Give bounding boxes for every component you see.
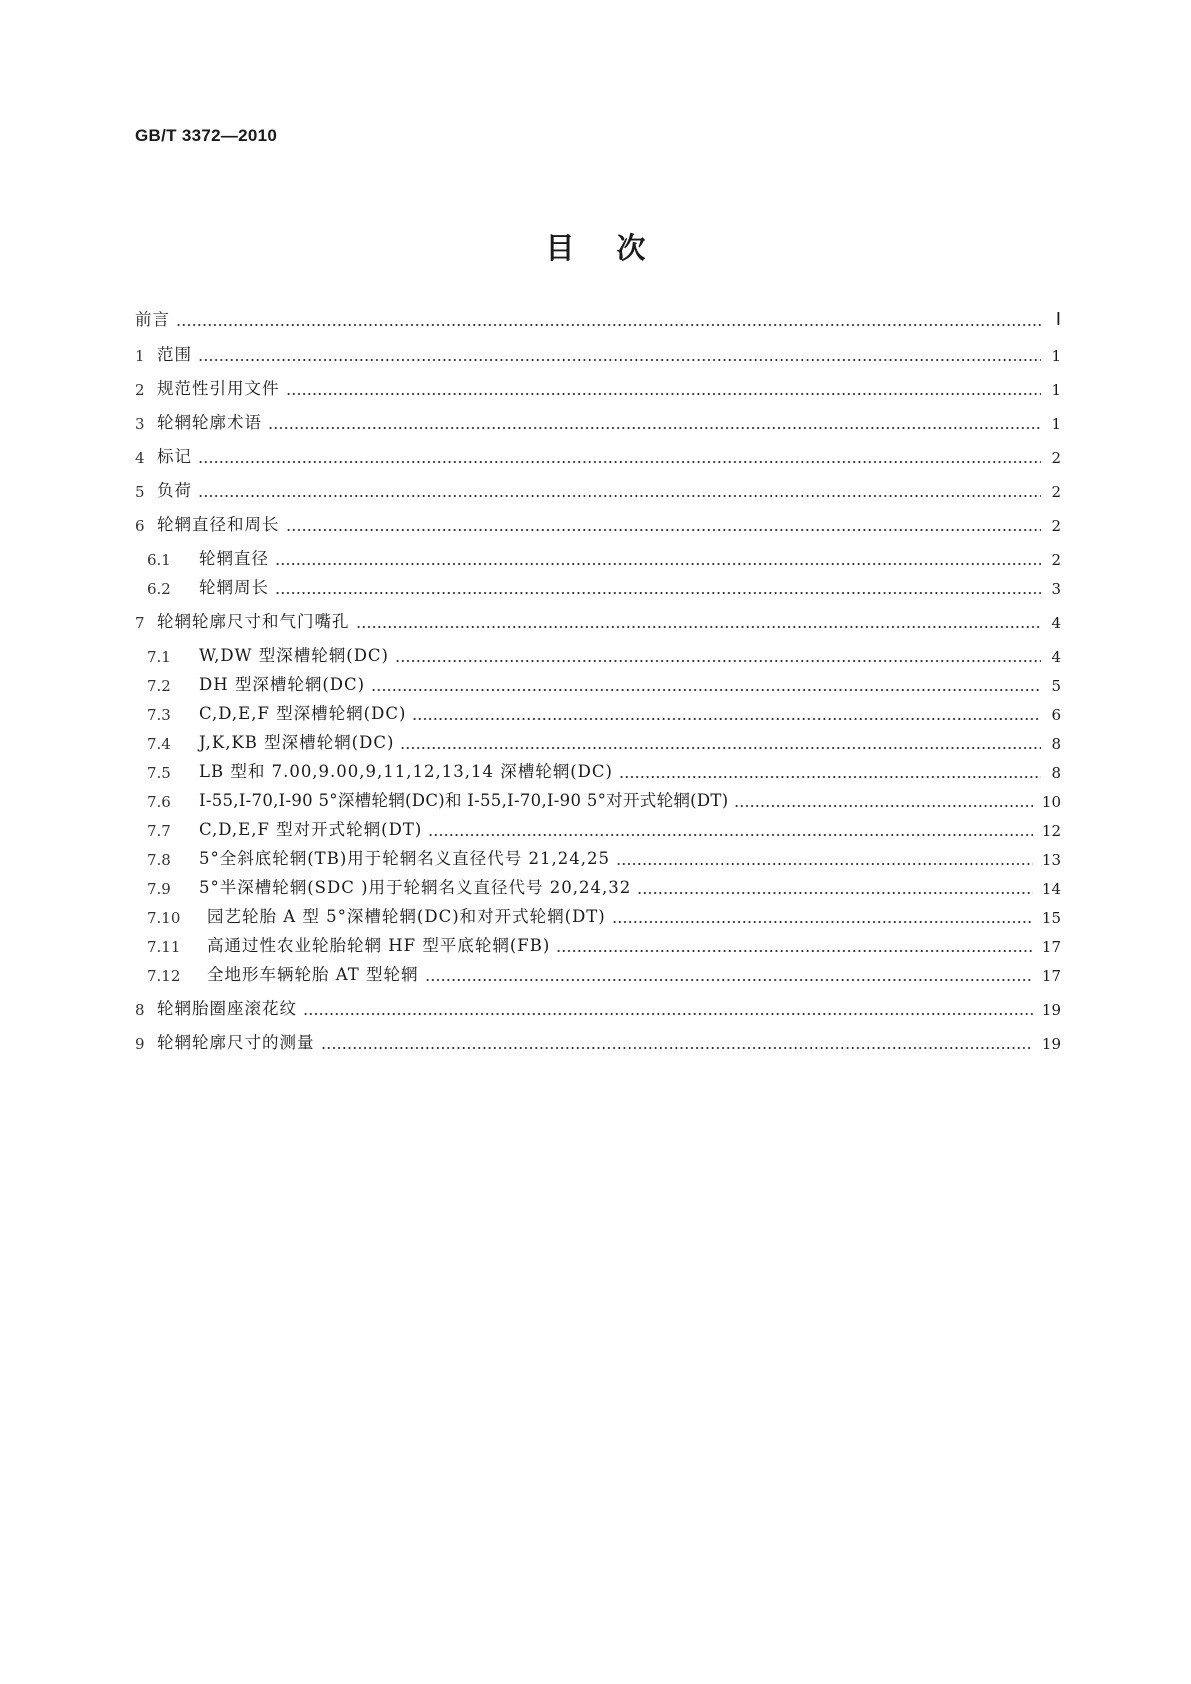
toc-entry-6-1[interactable] [135,541,1061,569]
toc-entry-page: 4 [1051,648,1061,666]
toc-entry-number: 2 [135,381,145,399]
toc-entry-page: 5 [1051,677,1061,695]
page-title: 目次 [545,231,688,265]
toc-entry-7-10[interactable] [135,899,1061,927]
toc-entry-page: 4 [1051,614,1061,632]
toc-entry-number: 7.1 [147,648,171,666]
toc-leader-dots [303,1013,1033,1015]
toc-entry-label: 标记 [157,447,192,466]
toc-leader-dots [412,718,1041,720]
toc-entry-number: 7.8 [147,851,171,869]
toc-entry-label: 5°半深槽轮辋(SDC )用于轮辋名义直径代号 20,24,32 [199,878,632,897]
toc-entry-4[interactable] [135,439,1061,467]
toc-entry-number: 6.2 [147,580,171,598]
toc-entry-9[interactable] [135,1025,1061,1053]
standard-code: GB/T 3372—2010 [135,126,278,145]
toc-leader-dots [321,1047,1034,1049]
toc-entry-5[interactable] [135,473,1061,501]
toc-entry-number: 6 [135,517,145,535]
toc-entry-label: 轮辋周长 [199,578,269,597]
toc-entry-label: 全地形车辆轮胎 AT 型轮辋 [207,965,419,984]
toc-entry-page: 2 [1051,449,1061,467]
toc-entry-label: 轮辋直径和周长 [157,515,280,534]
toc-entry-number: 8 [135,1001,145,1019]
toc-entry-label: 轮辋轮廓术语 [157,413,262,432]
toc-entry-page: Ⅰ [1055,309,1061,329]
toc-leader-dots [286,393,1042,395]
toc-entry-page: 13 [1041,851,1061,869]
toc-entry-7-8[interactable] [135,841,1061,869]
toc-leader-dots [198,461,1041,463]
toc-entry-number: 9 [135,1035,145,1053]
toc-entry-label: 5°全斜底轮辋(TB)用于轮辋名义直径代号 21,24,25 [199,849,610,868]
toc-entry-number: 7.2 [147,677,171,695]
toc-entry-3[interactable] [135,405,1061,433]
toc-entry-number: 7.4 [147,735,171,753]
toc-entry-number: 4 [135,449,145,467]
toc-entry-page: 8 [1051,764,1061,782]
toc-leader-dots [176,324,1041,326]
toc-entry-label: 前言 [135,310,170,329]
toc-leader-dots [556,950,1033,952]
toc-entry-7-7[interactable] [135,812,1061,840]
toc-entry-number: 7.9 [147,880,171,898]
toc-leader-dots [356,626,1042,628]
toc-leader-dots [428,834,1033,836]
toc-entry-number: 7.6 [147,793,171,811]
toc-leader-dots [400,747,1041,749]
toc-entry-page: 10 [1041,793,1061,811]
toc-entry-label: LB 型和 7.00,9.00,9,11,12,13,14 深槽轮辋(DC) [199,762,613,781]
toc-entry-label: 负荷 [157,481,192,500]
toc-leader-dots [275,563,1041,565]
toc-entry-page: 2 [1051,551,1061,569]
toc-entry-label: 高通过性农业轮胎轮辋 HF 型平底轮辋(FB) [207,936,551,955]
toc-entry-label: 轮辋轮廓尺寸的测量 [157,1033,315,1052]
toc-entry-label: 轮辋胎圈座滚花纹 [157,999,297,1018]
toc-entry-page: 17 [1041,938,1061,956]
toc-entry-1[interactable] [135,337,1061,365]
toc-entry-page: 8 [1051,735,1061,753]
toc-leader-dots [612,921,1033,923]
toc-entry-page: 1 [1051,415,1061,433]
toc-leader-dots [734,805,1033,807]
toc-entry-number: 7.5 [147,764,171,782]
toc-entry-page: 3 [1051,580,1061,598]
toc-entry-number: 7.3 [147,706,171,724]
toc-entry-label: C,D,E,F 型深槽轮辋(DC) [199,704,407,723]
toc-entry-7-11[interactable] [135,928,1061,956]
toc-entry-number: 7.10 [147,909,181,927]
toc-entry-7-4[interactable] [135,725,1061,753]
toc-entry-7-2[interactable] [135,667,1061,695]
toc-entry-number: 7 [135,614,145,632]
toc-entry-label: I-55,I-70,I-90 5°深槽轮辋(DC)和 I-55,I-70,I-90 5°对开式轮辋(DT) [199,791,729,810]
toc-entry-7-6[interactable] [135,783,1061,811]
toc-entry-foreword[interactable] [135,302,1061,330]
toc-leader-dots [198,495,1041,497]
toc-entry-label: C,D,E,F 型对开式轮辋(DT) [199,820,423,839]
toc-entry-page: 14 [1041,880,1061,898]
toc-entry-page: 15 [1041,909,1061,927]
toc-leader-dots [268,427,1041,429]
toc-entry-label: 轮辋轮廓尺寸和气门嘴孔 [157,612,350,631]
toc-entry-label: 轮辋直径 [199,549,269,568]
toc-entry-7-5[interactable] [135,754,1061,782]
toc-entry-7-9[interactable] [135,870,1061,898]
toc-entry-page: 1 [1051,381,1061,399]
toc-leader-dots [198,359,1041,361]
toc-entry-page: 17 [1041,967,1061,985]
toc-entry-label: 范围 [157,345,192,364]
toc-entry-page: 6 [1051,706,1061,724]
toc-entry-page: 19 [1041,1001,1061,1019]
toc-entry-page: 12 [1041,822,1061,840]
toc-entry-number: 7.12 [147,967,181,985]
toc-entry-7-12[interactable] [135,957,1061,985]
toc-entry-number: 7.7 [147,822,171,840]
toc-entry-page: 2 [1051,517,1061,535]
toc-leader-dots [371,689,1041,691]
toc-entry-page: 2 [1051,483,1061,501]
toc-entry-number: 3 [135,415,145,433]
toc-leader-dots [637,892,1033,894]
toc-entry-page: 19 [1041,1035,1061,1053]
toc-entry-8[interactable] [135,991,1061,1019]
toc-entry-6[interactable] [135,507,1061,535]
toc-entry-number: 7.11 [147,938,181,956]
toc-leader-dots [286,529,1042,531]
toc-entry-2[interactable] [135,371,1061,399]
toc-entry-7[interactable] [135,604,1061,632]
toc-entry-number: 6.1 [147,551,171,569]
toc-entry-number: 1 [135,347,145,365]
toc-entry-6-2[interactable] [135,570,1061,598]
toc-entry-label: J,K,KB 型深槽轮辋(DC) [199,733,395,752]
toc-entry-7-1[interactable] [135,638,1061,666]
table-of-contents [135,0,1061,1684]
toc-entry-label: 园艺轮胎 A 型 5°深槽轮辋(DC)和对开式轮辋(DT) [207,907,606,926]
toc-entry-label: DH 型深槽轮辋(DC) [199,675,366,694]
toc-entry-label: W,DW 型深槽轮辋(DC) [199,646,389,665]
toc-leader-dots [395,660,1041,662]
toc-leader-dots [425,979,1033,981]
toc-leader-dots [275,592,1041,594]
toc-entry-number: 5 [135,483,145,501]
toc-leader-dots [619,776,1041,778]
toc-entry-page: 1 [1051,347,1061,365]
toc-entry-label: 规范性引用文件 [157,379,280,398]
toc-entry-7-3[interactable] [135,696,1061,724]
toc-leader-dots [616,863,1033,865]
